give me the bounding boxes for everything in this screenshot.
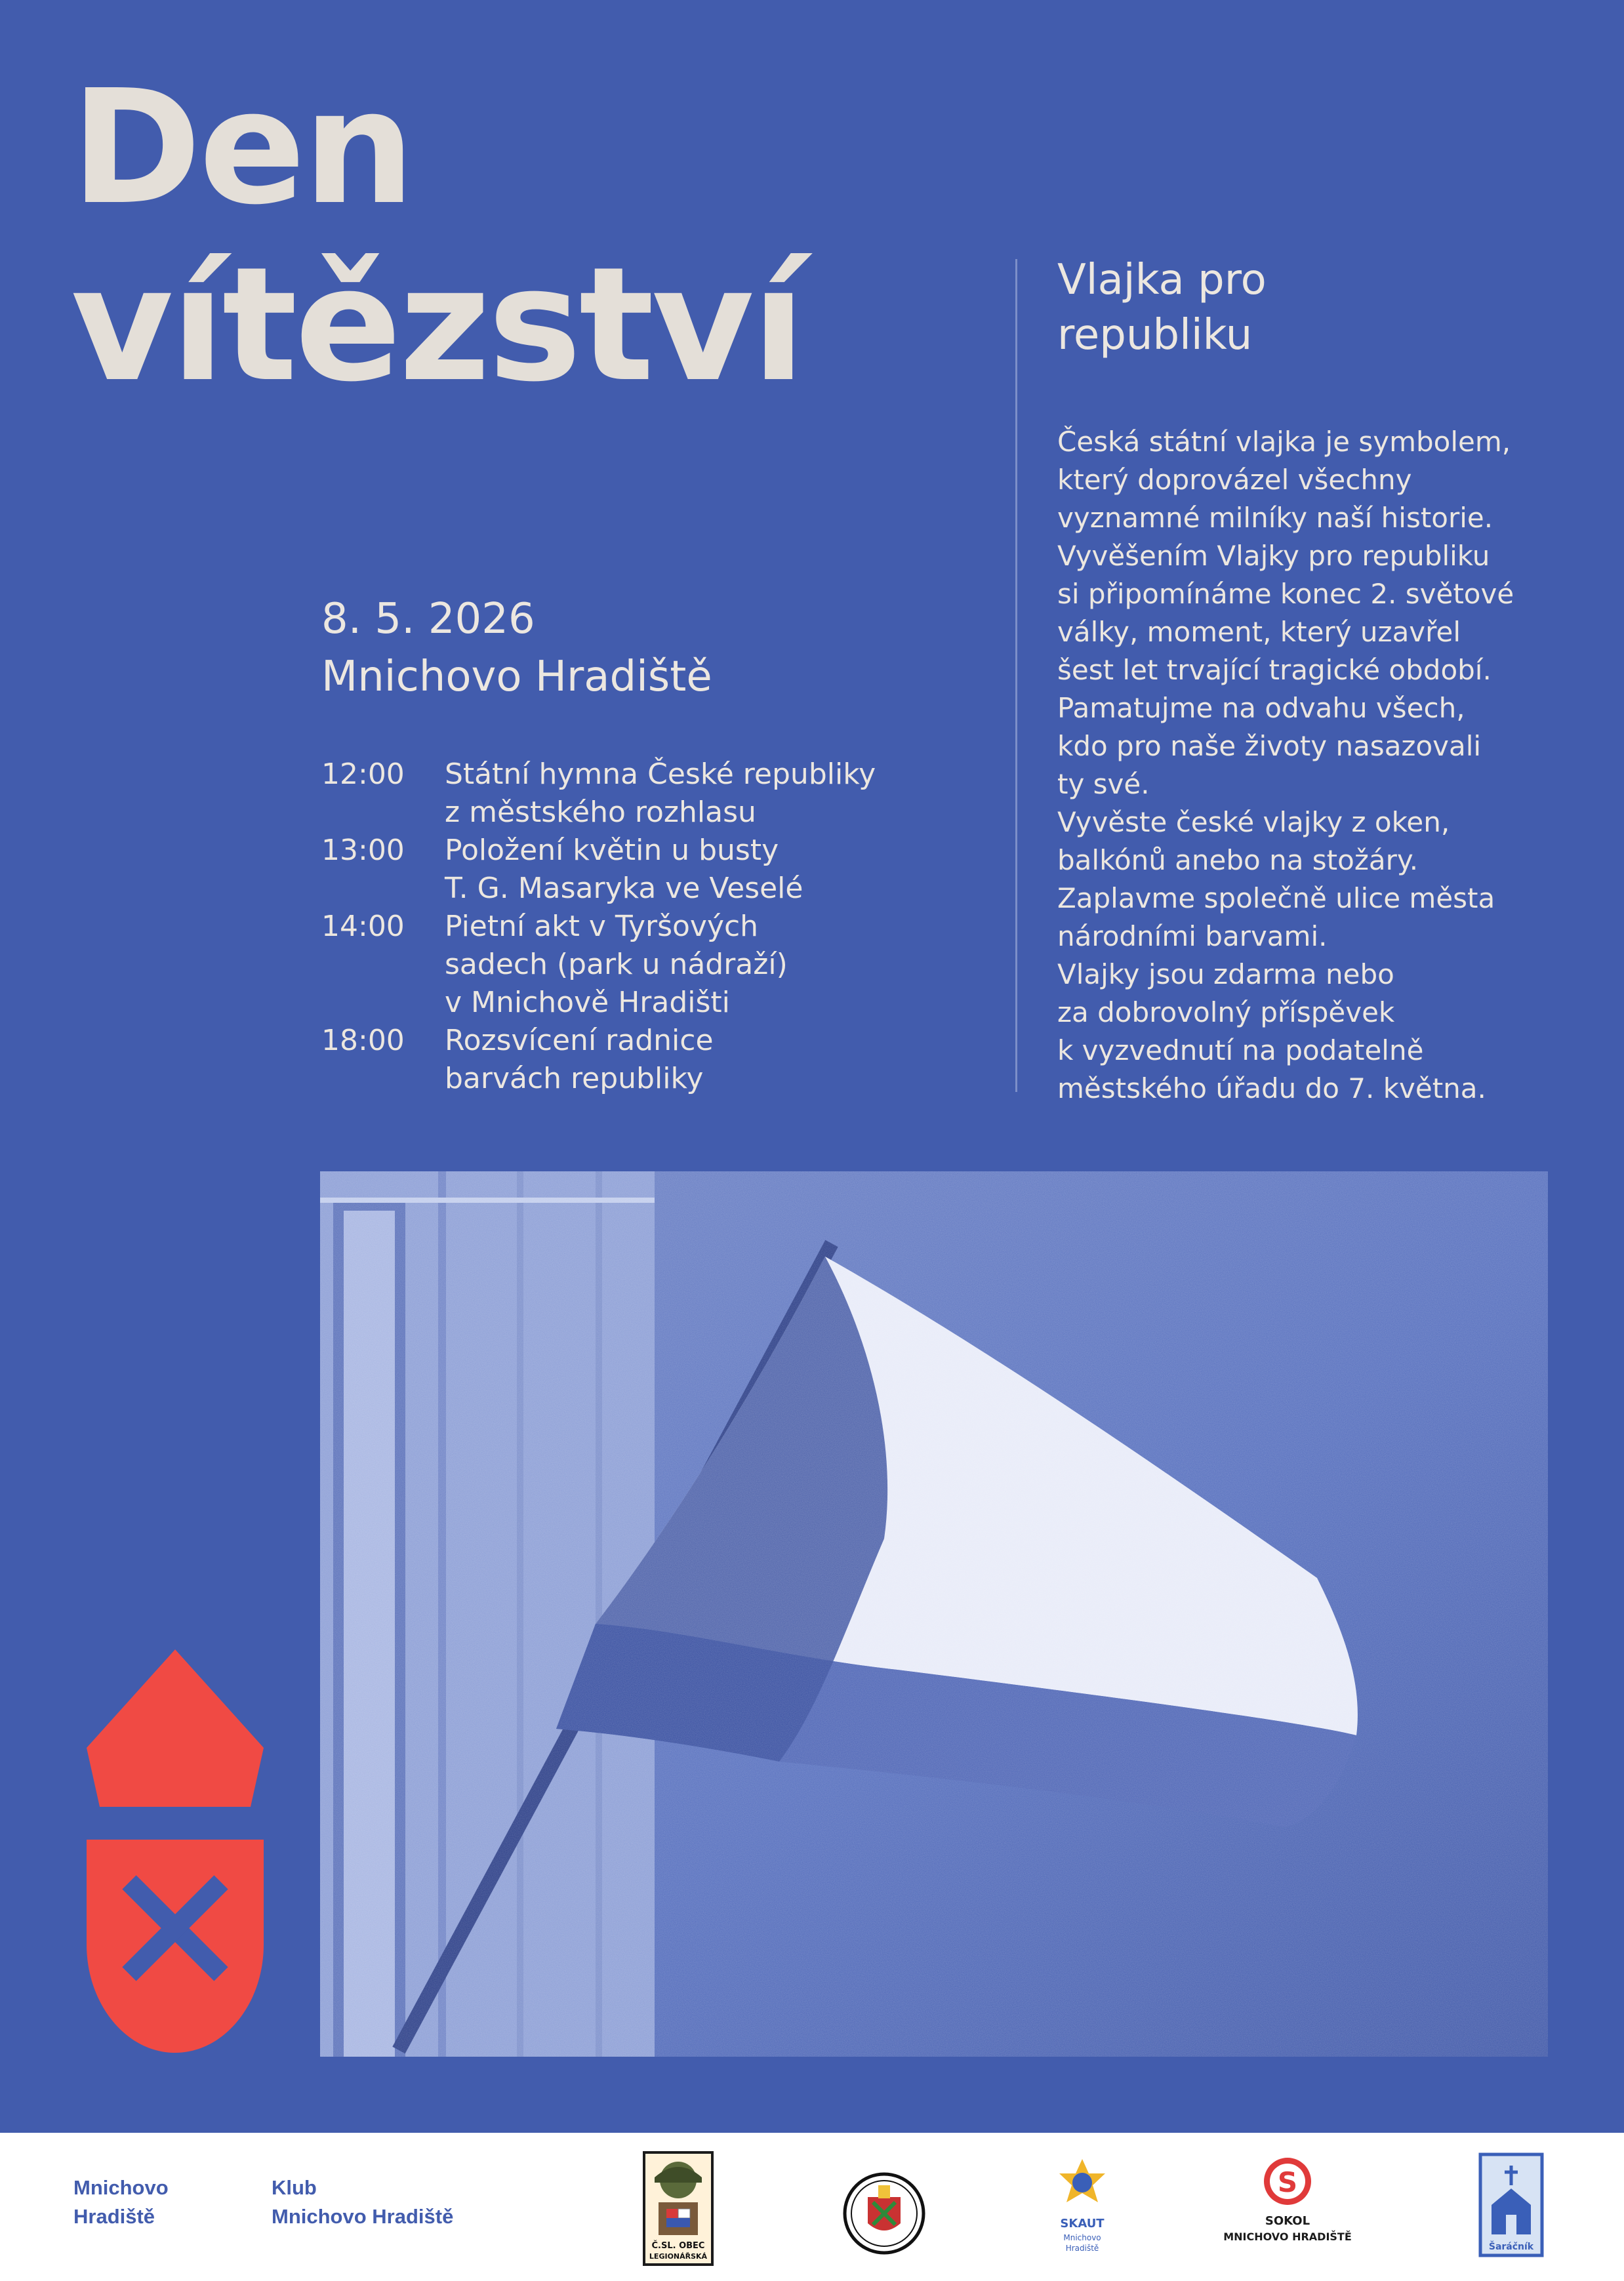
title-line-2: vítězství [71, 233, 803, 416]
legion-logo-text: LEGIONÁŘSKÁ [649, 2252, 708, 2261]
flag-body-line: ty své. [1057, 768, 1150, 800]
schedule-description [445, 756, 876, 832]
schedule-description-line: v Mnichově Hradišti [445, 986, 730, 1019]
schedule-row [321, 1022, 876, 1098]
sokol-logo [1219, 2154, 1356, 2252]
schedule-time: 14:00 [321, 910, 405, 943]
legion-logo-text: Č.SL. OBEC [651, 2241, 705, 2251]
legion-logo [643, 2151, 714, 2266]
footer-club [272, 2173, 453, 2231]
crest-mitre [87, 1649, 264, 1807]
schedule-description-line: Pietní akt v Tyršových [445, 910, 759, 943]
flag-body-line: Vlajky jsou zdarma nebo [1057, 958, 1394, 990]
schedule-row [321, 908, 876, 1022]
footer [0, 2133, 1624, 2281]
skaut-logo [1049, 2154, 1115, 2265]
flag-body-line: Česká státní vlajka je symbolem, [1057, 426, 1511, 458]
flag-body-line: Pamatujme na odvahu všech, [1057, 692, 1465, 724]
title-line-1: Den [71, 56, 413, 239]
footer-club-line: Klub [272, 2176, 317, 2199]
flag-body-line: války, moment, který uzavřel [1057, 616, 1461, 648]
town-crest [73, 1649, 277, 2056]
flag-body-line: kdo pro naše životy nasazovali [1057, 730, 1482, 762]
schedule-time: 18:00 [321, 1024, 405, 1057]
skaut-logo-text: Mnichovo [1063, 2233, 1101, 2242]
footer-town-line: Mnichovo [73, 2176, 169, 2199]
schedule-row [321, 756, 876, 832]
flag-body-line: Vyvěšením Vlajky pro republiku [1057, 540, 1490, 572]
schedule-time: 13:00 [321, 834, 405, 867]
flag-body-text [1057, 423, 1595, 1108]
sokol-logo-text: MNICHOVO HRADIŠTĚ [1223, 2231, 1352, 2243]
saracnik-logo [1478, 2152, 1544, 2257]
schedule-description-line: Státní hymna České republiky [445, 757, 876, 791]
skaut-logo-text: Hradiště [1065, 2244, 1099, 2253]
footer-club-line: Mnichovo Hradiště [272, 2205, 454, 2228]
schedule-description-line: z městského rozhlasu [445, 796, 756, 829]
schedule-time: 12:00 [321, 757, 405, 791]
flag-body-line: balkónů anebo na stožáry. [1057, 844, 1419, 876]
schedule-description-line: T. G. Masaryka ve Veselé [445, 872, 803, 905]
flag-photo [320, 1171, 1548, 2057]
event-info [321, 590, 712, 706]
sokol-logo-mark: S [1277, 2166, 1298, 2198]
flag-body-line: městského úřadu do 7. května. [1057, 1072, 1486, 1104]
flag-body-line: Vyvěste české vlajky z oken, [1057, 806, 1450, 838]
flag-body-line: k vyzvednutí na podatelně [1057, 1034, 1424, 1066]
skaut-logo-text: SKAUT [1060, 2217, 1105, 2231]
schedule-description-line: Položení květin u busty [445, 834, 779, 867]
footer-town-line: Hradiště [73, 2205, 155, 2228]
schedule-description-line: barvách republiky [445, 1062, 704, 1095]
flag-body-line: šest let trvající tragické období. [1057, 654, 1492, 686]
schedule-row [321, 832, 876, 908]
sokol-logo-text: SOKOL [1265, 2214, 1310, 2228]
schedule-description [445, 908, 788, 1022]
photo-grain [320, 1171, 1548, 2057]
event-place: Mnichovo Hradiště [321, 653, 712, 701]
flag-body-line: Zaplavme společně ulice města [1057, 882, 1495, 914]
schedule-description-line: Rozsvícení radnice [445, 1024, 714, 1057]
flag-heading-line: republiku [1057, 311, 1253, 359]
schedule-description [445, 1022, 714, 1098]
schedule-description [445, 832, 803, 908]
crest-shield [87, 1840, 264, 2053]
footer-town [73, 2173, 169, 2231]
flag-info-column [1057, 252, 1595, 1108]
flag-heading [1057, 252, 1595, 363]
saracnik-logo-text: Šaráčník [1488, 2242, 1534, 2252]
flag-body-line: za dobrovolný příspěvek [1057, 996, 1395, 1028]
flag-body-line: který doprovázel všechny [1057, 464, 1412, 496]
club-emblem-logo [842, 2171, 927, 2256]
schedule [321, 756, 876, 1098]
flag-body-line: si připomínáme konec 2. světové [1057, 578, 1514, 610]
event-date: 8. 5. 2026 [321, 595, 535, 643]
flag-body-line: národními barvami. [1057, 920, 1328, 952]
flag-body-line: vyznamné milníky naší historie. [1057, 502, 1493, 534]
page-title [71, 56, 803, 416]
flag-heading-line: Vlajka pro [1057, 256, 1267, 304]
schedule-description-line: sadech (park u nádraží) [445, 948, 788, 981]
column-divider [1015, 259, 1017, 1092]
